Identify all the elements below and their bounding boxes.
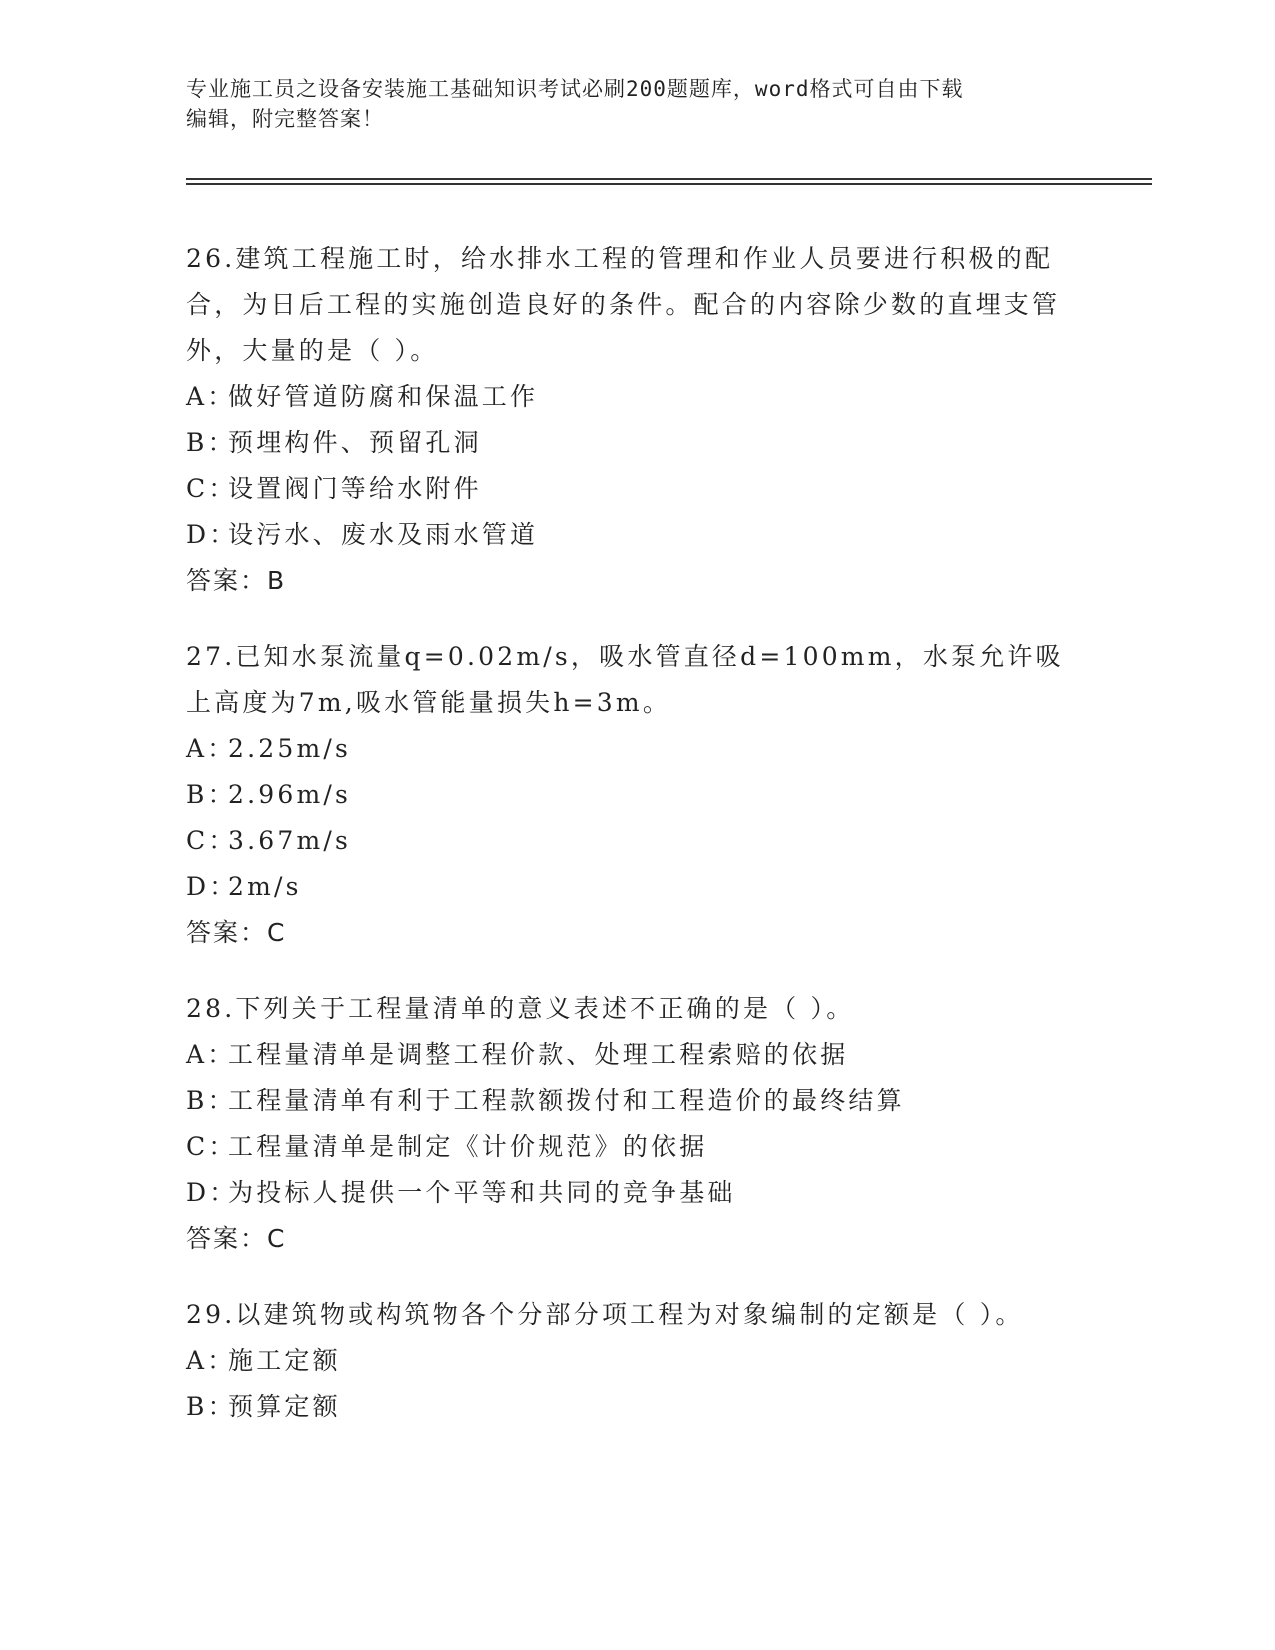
option-b <box>186 1384 1086 1430</box>
option-key: D： <box>186 1178 238 1207</box>
option-text: 做好管道防腐和保温工作 <box>228 382 539 411</box>
option-d <box>186 512 1086 558</box>
option-key: B： <box>186 1392 236 1421</box>
option-b <box>186 1078 1086 1124</box>
option-text: 预算定额 <box>228 1392 341 1421</box>
answer-text: 答案：B <box>186 566 287 595</box>
option-key: A： <box>186 734 236 763</box>
document-header <box>186 74 1086 134</box>
option-key: C： <box>186 474 237 503</box>
option-text: 2.96m/s <box>228 780 352 809</box>
option-c <box>186 818 1086 864</box>
option-text: 工程量清单是制定《计价规范》的依据 <box>228 1132 708 1161</box>
option-text: 为投标人提供一个平等和共同的竞争基础 <box>228 1178 736 1207</box>
option-key: A： <box>186 382 236 411</box>
option-key: C： <box>186 826 237 855</box>
option-b <box>186 420 1086 466</box>
option-a <box>186 374 1086 420</box>
option-c <box>186 1124 1086 1170</box>
option-a <box>186 726 1086 772</box>
option-text: 设污水、废水及雨水管道 <box>228 520 539 549</box>
option-d <box>186 864 1086 910</box>
header-divider-top <box>186 178 1152 180</box>
option-text: 3.67m/s <box>228 826 352 855</box>
question-stem: 28.下列关于工程量清单的意义表述不正确的是（ ）。 <box>186 994 855 1023</box>
option-key: B： <box>186 780 236 809</box>
option-key: C： <box>186 1132 237 1161</box>
option-key: D： <box>186 520 238 549</box>
option-key: B： <box>186 428 236 457</box>
option-d <box>186 1170 1086 1216</box>
question-stem: 27.已知水泵流量q=0.02m/s，吸水管直径d=100mm，水泵允许吸上高度为7m,吸水管能量损失h=3m。 <box>186 642 1064 717</box>
question-28 <box>186 986 1086 1262</box>
option-text: 施工定额 <box>228 1346 341 1375</box>
answer-text: 答案：C <box>186 918 287 947</box>
option-key: D： <box>186 872 238 901</box>
option-text: 2m/s <box>228 872 302 901</box>
question-29 <box>186 1292 1086 1430</box>
option-b <box>186 772 1086 818</box>
question-26 <box>186 236 1086 604</box>
option-text: 2.25m/s <box>228 734 352 763</box>
option-key: A： <box>186 1346 236 1375</box>
answer-text: 答案：C <box>186 1224 287 1253</box>
option-key: A： <box>186 1040 236 1069</box>
option-a <box>186 1338 1086 1384</box>
header-line-1: 专业施工员之设备安装施工基础知识考试必刷200题题库，word格式可自由下载 <box>186 77 964 101</box>
option-text: 设置阀门等给水附件 <box>228 474 482 503</box>
header-divider-bottom <box>186 183 1152 185</box>
question-stem: 29.以建筑物或构筑物各个分部分项工程为对象编制的定额是（ ）。 <box>186 1300 1024 1329</box>
option-text: 预埋构件、预留孔洞 <box>228 428 482 457</box>
question-stem: 26.建筑工程施工时，给水排水工程的管理和作业人员要进行积极的配合，为日后工程的实施创造良好的条件。配合的内容除少数的直埋支管外，大量的是（ ）。 <box>186 244 1061 365</box>
question-list <box>186 236 1086 1460</box>
question-27 <box>186 634 1086 956</box>
option-text: 工程量清单是调整工程价款、处理工程索赔的依据 <box>228 1040 849 1069</box>
option-a <box>186 1032 1086 1078</box>
option-c <box>186 466 1086 512</box>
option-key: B： <box>186 1086 236 1115</box>
header-line-2: 编辑，附完整答案！ <box>186 107 384 131</box>
option-text: 工程量清单有利于工程款额拨付和工程造价的最终结算 <box>228 1086 905 1115</box>
